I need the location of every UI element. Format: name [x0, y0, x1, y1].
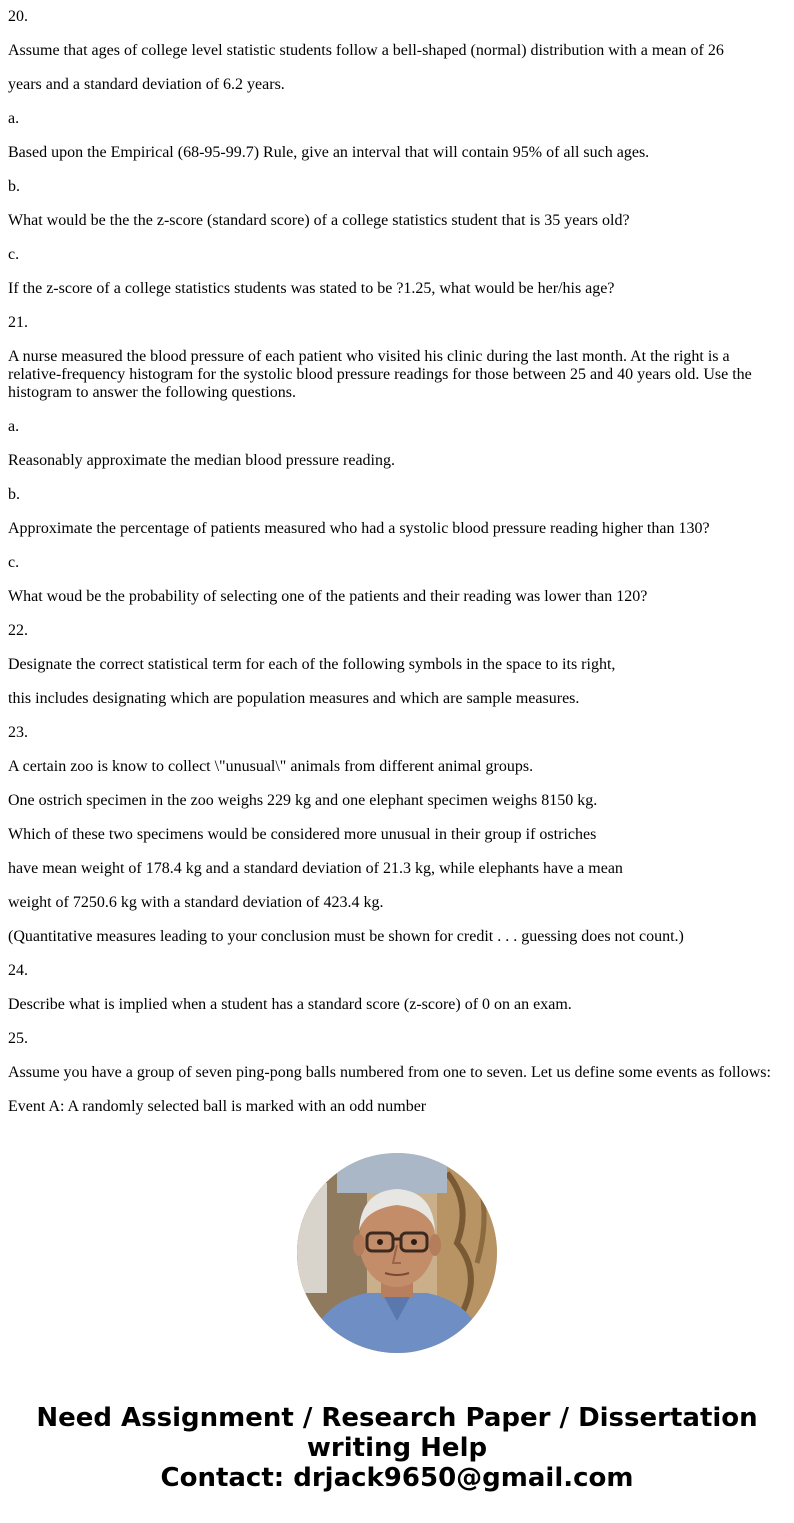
- question-text: Event A: A randomly selected ball is marked with an odd number: [8, 1098, 427, 1115]
- question-text: Describe what is implied when a student has a standard score (z-score) of 0 on an exam.: [8, 996, 572, 1013]
- question-text: One ostrich specimen in the zoo weighs 229 kg and one elephant specimen weighs 8150 kg.: [8, 792, 598, 809]
- question-number: 21.: [8, 314, 28, 331]
- part-label: a.: [8, 110, 20, 127]
- part-text: If the z-score of a college statistics students was stated to be ?1.25, what would be her/his age?: [8, 280, 615, 297]
- question-text: A nurse measured the blood pressure of each patient who visited his clinic during the last month. At the right is a relative-frequency histogram for the systolic blood pressure readings for those between 25 and 40 years old. Use the histogram to answer the following questions.: [8, 348, 752, 401]
- question-number: 25.: [8, 1030, 28, 1047]
- question-text: have mean weight of 178.4 kg and a standard deviation of 21.3 kg, while elephants have a mean: [8, 860, 623, 877]
- part-text: Based upon the Empirical (68-95-99.7) Rule, give an interval that will contain 95% of all such ages.: [8, 144, 650, 161]
- question-number: 22.: [8, 622, 28, 639]
- promo-contact: Contact: drjack9650@gmail.com: [160, 1463, 634, 1493]
- question-text: years and a standard deviation of 6.2 years.: [8, 76, 285, 93]
- question-text: weight of 7250.6 kg with a standard deviation of 423.4 kg.: [8, 894, 384, 911]
- question-text: Which of these two specimens would be considered more unusual in their group if ostriches: [8, 826, 597, 843]
- question-number: 20.: [8, 8, 28, 25]
- part-label: c.: [8, 246, 20, 263]
- promo-line: writing Help: [306, 1433, 488, 1463]
- part-label: c.: [8, 554, 20, 571]
- question-text: (Quantitative measures leading to your conclusion must be shown for credit . . . guessing does not count.): [8, 928, 684, 945]
- author-photo: [297, 1153, 497, 1353]
- part-text: Reasonably approximate the median blood pressure reading.: [8, 452, 395, 469]
- document-body: [8, 8, 786, 1132]
- part-label: b.: [8, 178, 20, 195]
- promo-line: Need Assignment / Research Paper / Dissertation: [36, 1403, 758, 1433]
- question-text: this includes designating which are population measures and which are sample measures.: [8, 690, 580, 707]
- part-label: b.: [8, 486, 20, 503]
- part-text: Approximate the percentage of patients measured who had a systolic blood pressure reading higher than 130?: [8, 520, 710, 537]
- question-text: Assume you have a group of seven ping-pong balls numbered from one to seven. Let us define some events as follows:: [8, 1064, 771, 1081]
- question-number: 24.: [8, 962, 28, 979]
- question-text: A certain zoo is know to collect \"unusual\" animals from different animal groups.: [8, 758, 534, 775]
- part-text: What woud be the probability of selecting one of the patients and their reading was lower than 120?: [8, 588, 648, 605]
- promo-banner: [0, 1403, 794, 1493]
- part-text: What would be the the z-score (standard score) of a college statistics student that is 35 years old?: [8, 212, 630, 229]
- question-text: Designate the correct statistical term for each of the following symbols in the space to its right,: [8, 656, 616, 673]
- part-label: a.: [8, 418, 20, 435]
- question-number: 23.: [8, 724, 28, 741]
- question-text: Assume that ages of college level statistic students follow a bell-shaped (normal) distribution with a mean of 26: [8, 42, 724, 59]
